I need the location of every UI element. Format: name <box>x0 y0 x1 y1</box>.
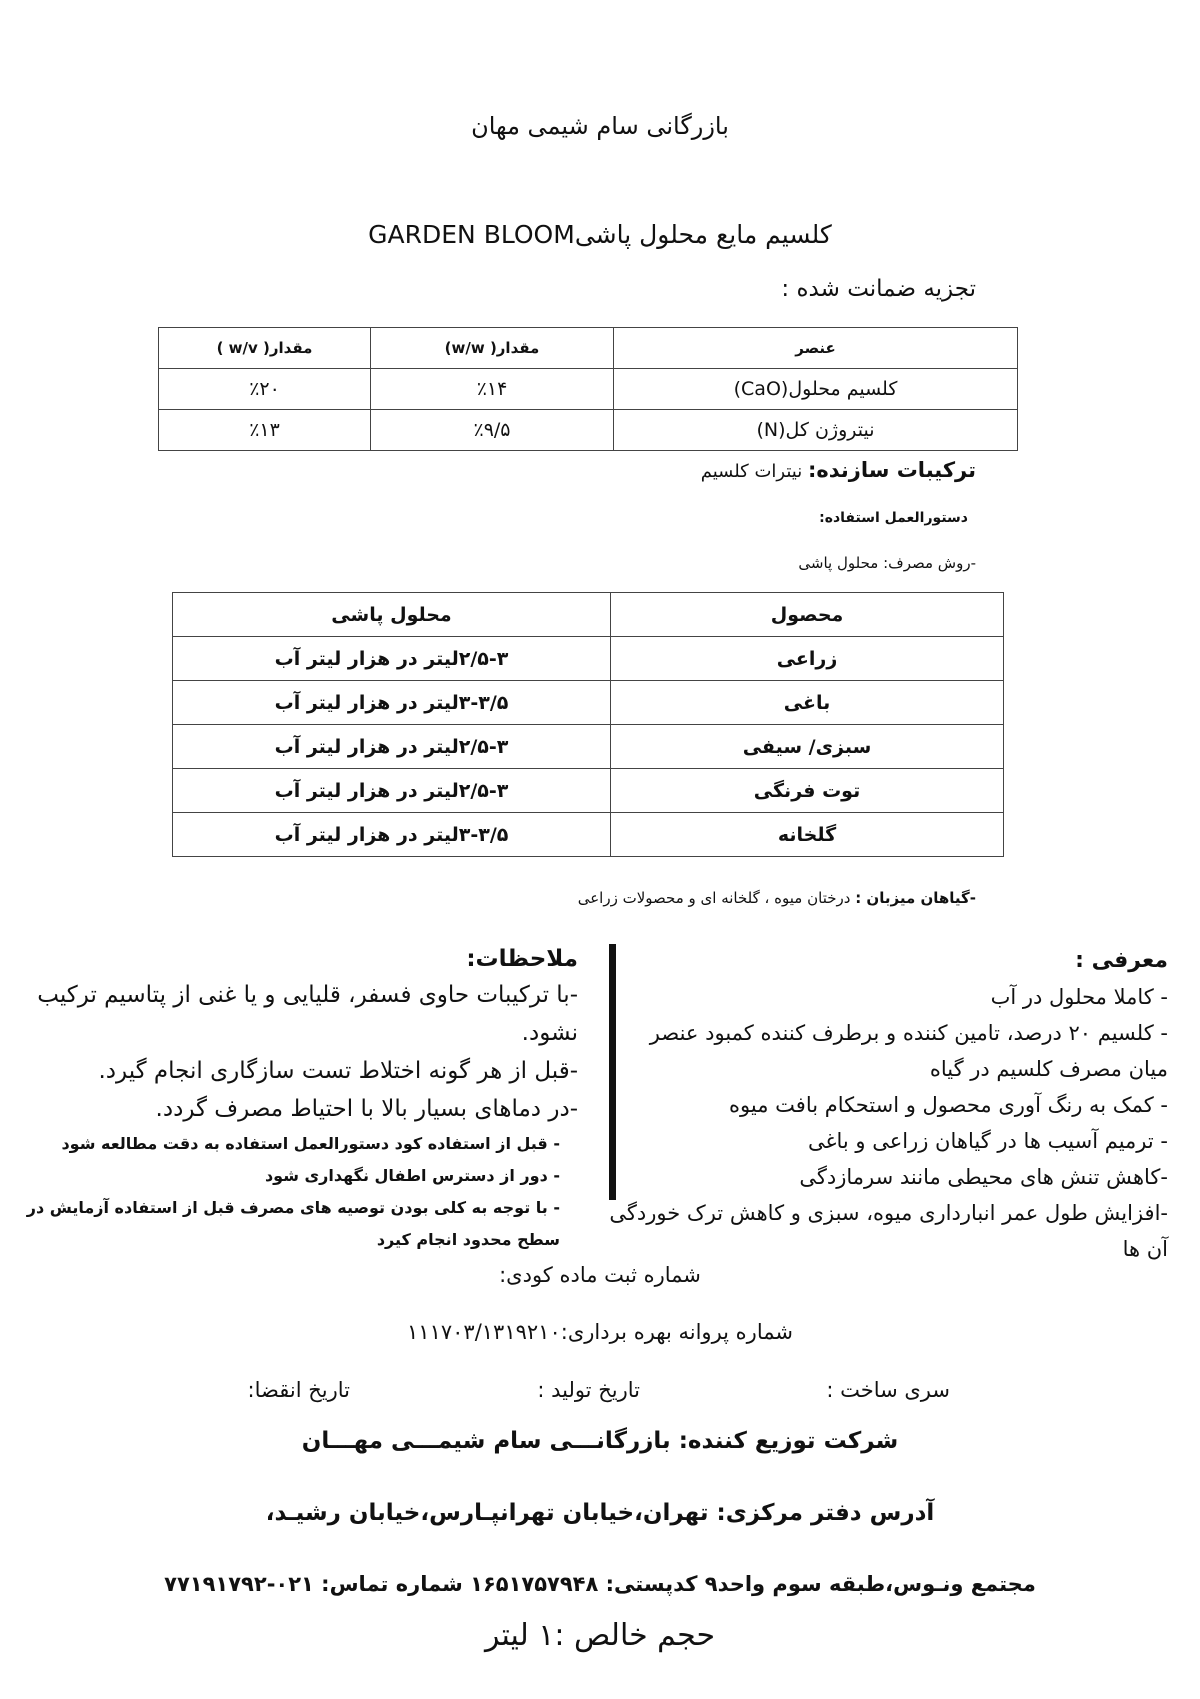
crop-cell: زراعی <box>611 637 1004 681</box>
components-line <box>701 458 976 482</box>
components-label: ترکیبات سازنده: <box>807 458 976 482</box>
list-item: - کاملا محلول در آب <box>990 985 1168 1009</box>
introduction-section <box>608 948 1168 1267</box>
list-item: - کمک به رنگ آوری محصول و استحکام بافت میوه <box>729 1093 1168 1117</box>
host-plants-value: درختان میوه ، گلخانه ای و محصولات زراعی <box>577 889 851 907</box>
application-method: -روش مصرف: محلول پاشی <box>798 554 976 572</box>
table-row <box>173 725 1004 769</box>
product-title: کلسیم مایع محلول پاشیGARDEN BLOOM <box>368 220 832 249</box>
dosage-cell: ۲/۵-۳لیتر در هزار لیتر آب <box>173 769 611 813</box>
list-item: -در دماهای بسیار بالا با احتیاط مصرف گردد. <box>155 1096 578 1122</box>
list-item: -قبل از هر گونه اختلاط تست سازگاری انجام گیرد. <box>98 1058 578 1084</box>
table-row <box>159 369 1018 410</box>
table-row <box>173 813 1004 857</box>
table-row <box>159 410 1018 451</box>
introduction-title: معرفی : <box>1075 948 1168 973</box>
components-value: نیترات کلسیم <box>700 461 803 482</box>
dosage-cell: ۳-۳/۵لیتر در هزار لیتر آب <box>173 681 611 725</box>
company-title: بازرگانی سام شیمی مهان <box>471 112 729 140</box>
list-item: - کلسیم ۲۰ درصد، تامین کننده و برطرف کننده کمبود عنصر میان مصرف کلسیم در گیاه <box>649 1021 1168 1081</box>
usage-heading: دستورالعمل استفاده: <box>819 510 968 526</box>
office-address: آدرس دفتر مرکزی: تهران،خیابان تهرانپـارس،خیابان رشیـد، <box>265 1500 935 1526</box>
list-item: -با ترکیبات حاوی فسفر، قلیایی و یا غنی از پتاسیم ترکیب نشود. <box>37 982 578 1046</box>
host-plants-label: -گیاهان میزبان : <box>855 889 976 907</box>
table-row <box>173 681 1004 725</box>
crop-cell: سبزی/ سیفی <box>611 725 1004 769</box>
dosage-cell: ۳-۳/۵لیتر در هزار لیتر آب <box>173 813 611 857</box>
expiry-date-label: تاریخ انقضا: <box>247 1378 350 1402</box>
notes-section <box>8 946 578 1256</box>
distributor-line: شرکت توزیع کننده: بازرگانـــی سام شیمـــی مهـــان <box>301 1428 899 1454</box>
table-row <box>173 769 1004 813</box>
wv-value-cell: ٪۲۰ <box>159 369 371 410</box>
ww-value-cell: ٪۱۴ <box>371 369 614 410</box>
dosage-table <box>172 592 1004 857</box>
element-cell: کلسیم محلول(CaO) <box>614 369 1018 410</box>
net-volume: حجم خالص :۱ لیتر <box>484 1618 716 1653</box>
guaranteed-analysis-heading: تجزیه ضمانت شده : <box>781 276 976 302</box>
ww-value-cell: ٪۹/۵ <box>371 410 614 451</box>
table-row <box>173 637 1004 681</box>
guaranteed-analysis-table <box>158 327 1018 451</box>
crop-cell: باغی <box>611 681 1004 725</box>
table-header-row <box>173 593 1004 637</box>
caution-item: - با توجه به کلی بودن توصیه های مصرف قبل از استفاده آزمایش در سطح محدود انجام کیرد <box>26 1198 560 1249</box>
dosage-cell: ۲/۵-۳لیتر در هزار لیتر آب <box>173 637 611 681</box>
notes-title: ملاحظات: <box>466 946 578 972</box>
dosage-cell: ۲/۵-۳لیتر در هزار لیتر آب <box>173 725 611 769</box>
column-header-crop: محصول <box>611 593 1004 637</box>
element-cell: نیتروژن کل(N) <box>614 410 1018 451</box>
registration-number: شماره ثبت ماده کودی: <box>499 1263 701 1287</box>
list-item: - ترمیم آسیب ها در گیاهان زراعی و باغی <box>808 1129 1168 1153</box>
batch-serial-label: سری ساخت : <box>826 1378 950 1402</box>
wv-value-cell: ٪۱۳ <box>159 410 371 451</box>
host-plants-line <box>578 889 976 907</box>
column-header-ww: مقدار( w/w) <box>371 328 614 369</box>
license-number: شماره پروانه بهره برداری:۱۱۱۷۰۳/۱۳۱۹۲۱۰ <box>407 1320 793 1344</box>
batch-dates-row <box>0 1378 1200 1408</box>
contact-line: مجتمع ونـوس،طبقه سوم واحد۹ کدپستی: ۱۶۵۱۷۵۷۹۴۸ شماره تماس: ۰۲۱-۷۷۱۹۱۷۹۲ <box>164 1572 1036 1596</box>
crop-cell: توت فرنگی <box>611 769 1004 813</box>
production-date-label: تاریخ تولید : <box>537 1378 640 1402</box>
column-header-foliar: محلول پاشی <box>173 593 611 637</box>
caution-item: - دور از دسترس اطفال نگهداری شود <box>264 1166 560 1185</box>
list-item: -افزایش طول عمر انبارداری میوه، سبزی و کاهش ترک خوردگی آن ها <box>609 1201 1168 1261</box>
caution-item: - قبل از استفاده کود دستورالعمل استفاده به دقت مطالعه شود <box>61 1134 560 1153</box>
column-header-element: عنصر <box>614 328 1018 369</box>
column-header-wv: مقدار( w/v ) <box>159 328 371 369</box>
crop-cell: گلخانه <box>611 813 1004 857</box>
table-header-row <box>159 328 1018 369</box>
list-item: -کاهش تنش های محیطی مانند سرمازدگی <box>799 1165 1168 1189</box>
